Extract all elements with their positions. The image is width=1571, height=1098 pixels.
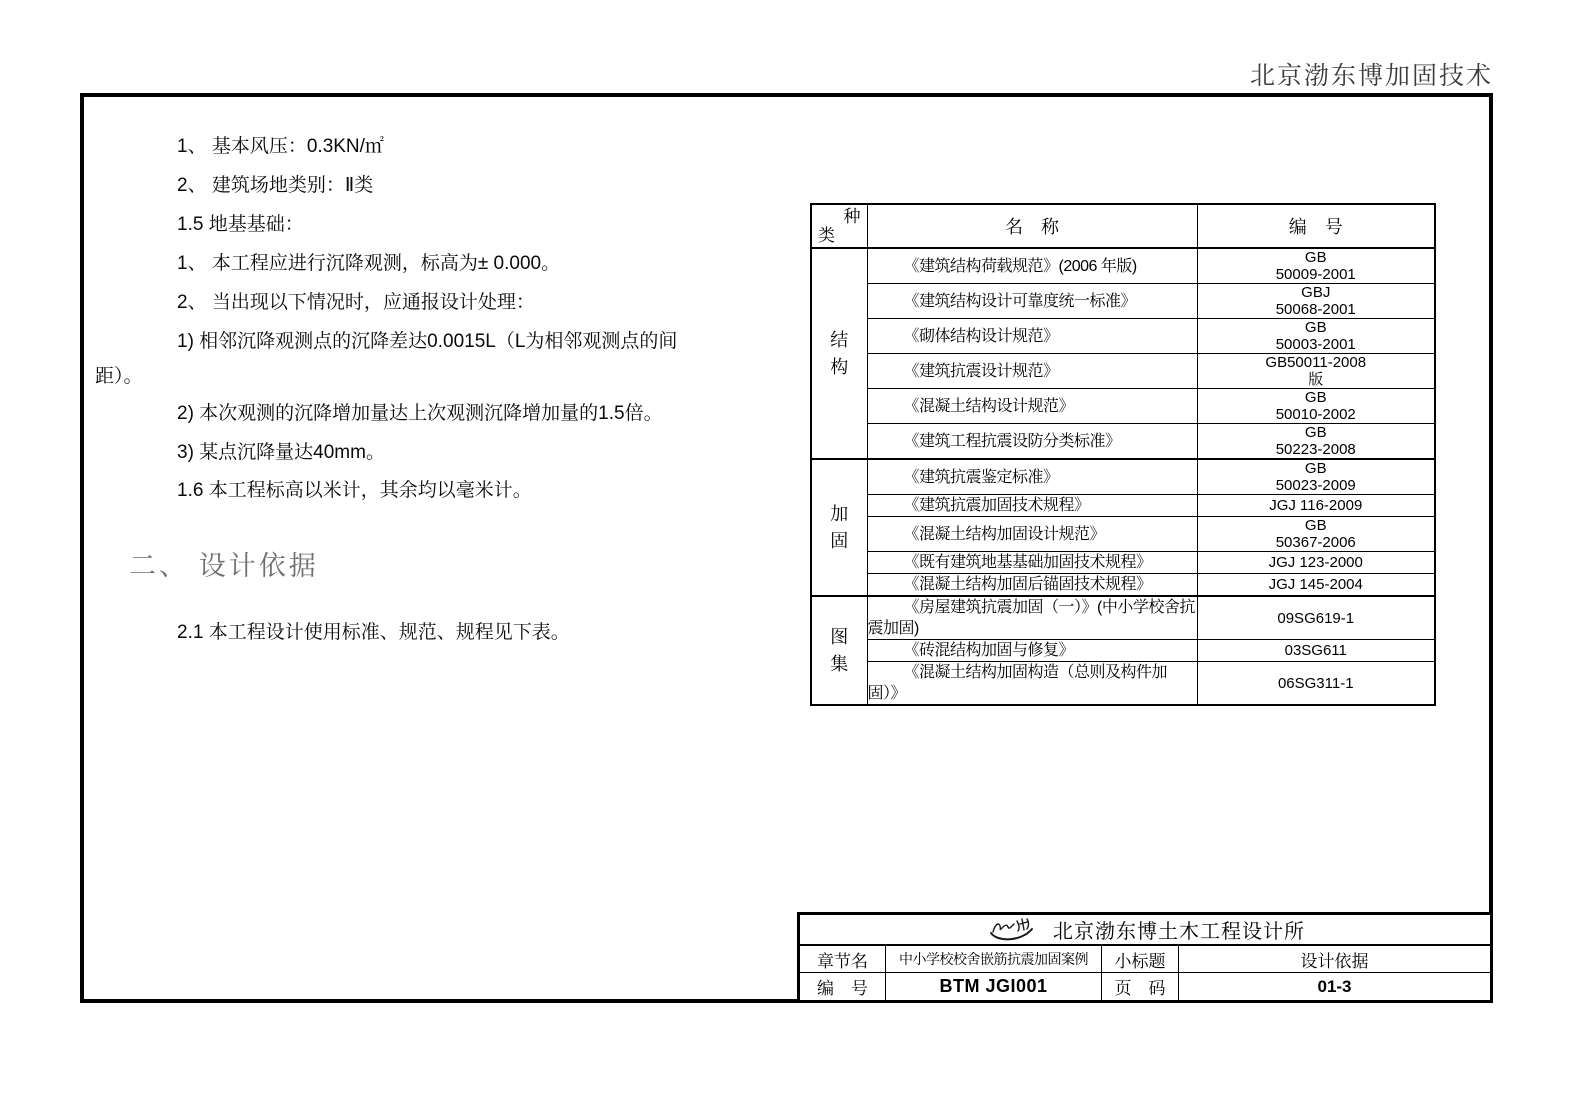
standard-code: GB 50003-2001 bbox=[1197, 319, 1435, 354]
code-label: 编 号 bbox=[800, 973, 886, 1000]
company-name: 北京渤东博土木工程设计所 bbox=[1053, 921, 1305, 943]
standard-name: 《建筑抗震加固技术规程》 bbox=[867, 495, 1197, 517]
category-cell: 图 集 bbox=[811, 596, 867, 705]
page-value: 01-3 bbox=[1317, 976, 1352, 996]
standard-name: 《建筑结构荷载规范》(2006 年版) bbox=[867, 248, 1197, 284]
table-row bbox=[811, 495, 1435, 517]
company-row bbox=[800, 915, 1490, 946]
standard-name: 《混凝土结构加固构造（总则及构件加固）》 bbox=[867, 662, 1197, 706]
standard-name: 《建筑抗震鉴定标准》 bbox=[867, 459, 1197, 495]
standard-code: JGJ 123-2000 bbox=[1197, 552, 1435, 574]
standard-code: GBJ 50068-2001 bbox=[1197, 284, 1435, 319]
category-cell: 加 固 bbox=[811, 459, 867, 596]
standard-name: 《混凝土结构设计规范》 bbox=[867, 389, 1197, 424]
body-line: 1、 基本风压：0.3KN/㎡ bbox=[177, 136, 384, 157]
standards-table bbox=[810, 203, 1436, 706]
standard-name: 《房屋建筑抗震加固（一）》(中小学校舍抗震加固) bbox=[867, 596, 1197, 640]
section-intro: 2.1 本工程设计使用标准、规范、规程见下表。 bbox=[177, 622, 570, 643]
standard-code: GB 50010-2002 bbox=[1197, 389, 1435, 424]
body-line: 距）。 bbox=[95, 366, 143, 387]
standard-code: GB 50367-2006 bbox=[1197, 517, 1435, 552]
table-row bbox=[811, 389, 1435, 424]
standard-name: 《混凝土结构加固后锚固技术规程》 bbox=[867, 574, 1197, 597]
table-row bbox=[811, 424, 1435, 460]
standard-name: 《砖混结构加固与修复》 bbox=[867, 640, 1197, 662]
category-cell: 结 构 bbox=[811, 248, 867, 459]
table-row bbox=[811, 574, 1435, 597]
section-heading: 二、 设计依据 bbox=[129, 551, 319, 581]
chapter-value: 中小学校校舍嵌筋抗震加固案例 bbox=[886, 946, 1102, 973]
table-row bbox=[811, 319, 1435, 354]
body-line: 3) 某点沉降量达40mm。 bbox=[177, 442, 385, 463]
subtitle-value: 设计依据 bbox=[1179, 946, 1490, 973]
table-row bbox=[811, 248, 1435, 284]
standard-name: 《建筑结构设计可靠度统一标准》 bbox=[867, 284, 1197, 319]
standard-code: 09SG619-1 bbox=[1197, 596, 1435, 640]
code-value: BTM JGI001 bbox=[886, 973, 1102, 1000]
table-row bbox=[811, 596, 1435, 640]
column-header-code: 编 号 bbox=[1197, 204, 1435, 248]
table-row bbox=[811, 640, 1435, 662]
standard-name: 《混凝土结构加固设计规范》 bbox=[867, 517, 1197, 552]
standard-code: GB50011-2008 版 bbox=[1197, 354, 1435, 389]
body-line: 2、 当出现以下情况时，应通报设计处理： bbox=[177, 292, 535, 313]
table-row bbox=[811, 459, 1435, 495]
body-line: 1.6 本工程标高以米计，其余均以毫米计。 bbox=[177, 480, 532, 501]
standard-name: 《既有建筑地基基础加固技术规程》 bbox=[867, 552, 1197, 574]
standard-code: 06SG311-1 bbox=[1197, 662, 1435, 706]
table-row bbox=[811, 662, 1435, 706]
standard-name: 《砌体结构设计规范》 bbox=[867, 319, 1197, 354]
chapter-label: 章节名 bbox=[800, 946, 886, 973]
page-label: 页 码 bbox=[1102, 973, 1179, 1000]
table-row bbox=[811, 284, 1435, 319]
table-row bbox=[811, 517, 1435, 552]
signature-logo-icon bbox=[985, 917, 1041, 943]
document-header: 北京渤东博加固技术 bbox=[1249, 63, 1493, 90]
standard-code: 03SG611 bbox=[1197, 640, 1435, 662]
standard-code: GB 50009-2001 bbox=[1197, 248, 1435, 284]
standard-code: GB 50023-2009 bbox=[1197, 459, 1435, 495]
title-block bbox=[797, 912, 1493, 1003]
body-line: 2、 建筑场地类别：Ⅱ类 bbox=[177, 175, 374, 196]
title-block-grid bbox=[800, 946, 1490, 1000]
column-header-name: 名 称 bbox=[867, 204, 1197, 248]
standard-code: GB 50223-2008 bbox=[1197, 424, 1435, 460]
table-row bbox=[811, 354, 1435, 389]
body-line: 1.5 地基基础： bbox=[177, 214, 304, 235]
body-line: 2) 本次观测的沉降增加量达上次观测沉降增加量的1.5倍。 bbox=[177, 403, 663, 424]
body-line: 1) 相邻沉降观测点的沉降差达0.0015L（L为相邻观测点的间 bbox=[177, 331, 678, 352]
standard-code: JGJ 145-2004 bbox=[1197, 574, 1435, 597]
standard-name: 《建筑工程抗震设防分类标准》 bbox=[867, 424, 1197, 460]
standards-table-body bbox=[811, 248, 1435, 705]
standard-name: 《建筑抗震设计规范》 bbox=[867, 354, 1197, 389]
table-row bbox=[811, 552, 1435, 574]
table-header-row bbox=[811, 204, 1435, 248]
subtitle-label: 小标题 bbox=[1102, 946, 1179, 973]
standard-code: JGJ 116-2009 bbox=[1197, 495, 1435, 517]
body-line: 1、 本工程应进行沉降观测，标高为± 0.000。 bbox=[177, 253, 561, 274]
column-header-category: 种 类 bbox=[811, 204, 867, 248]
